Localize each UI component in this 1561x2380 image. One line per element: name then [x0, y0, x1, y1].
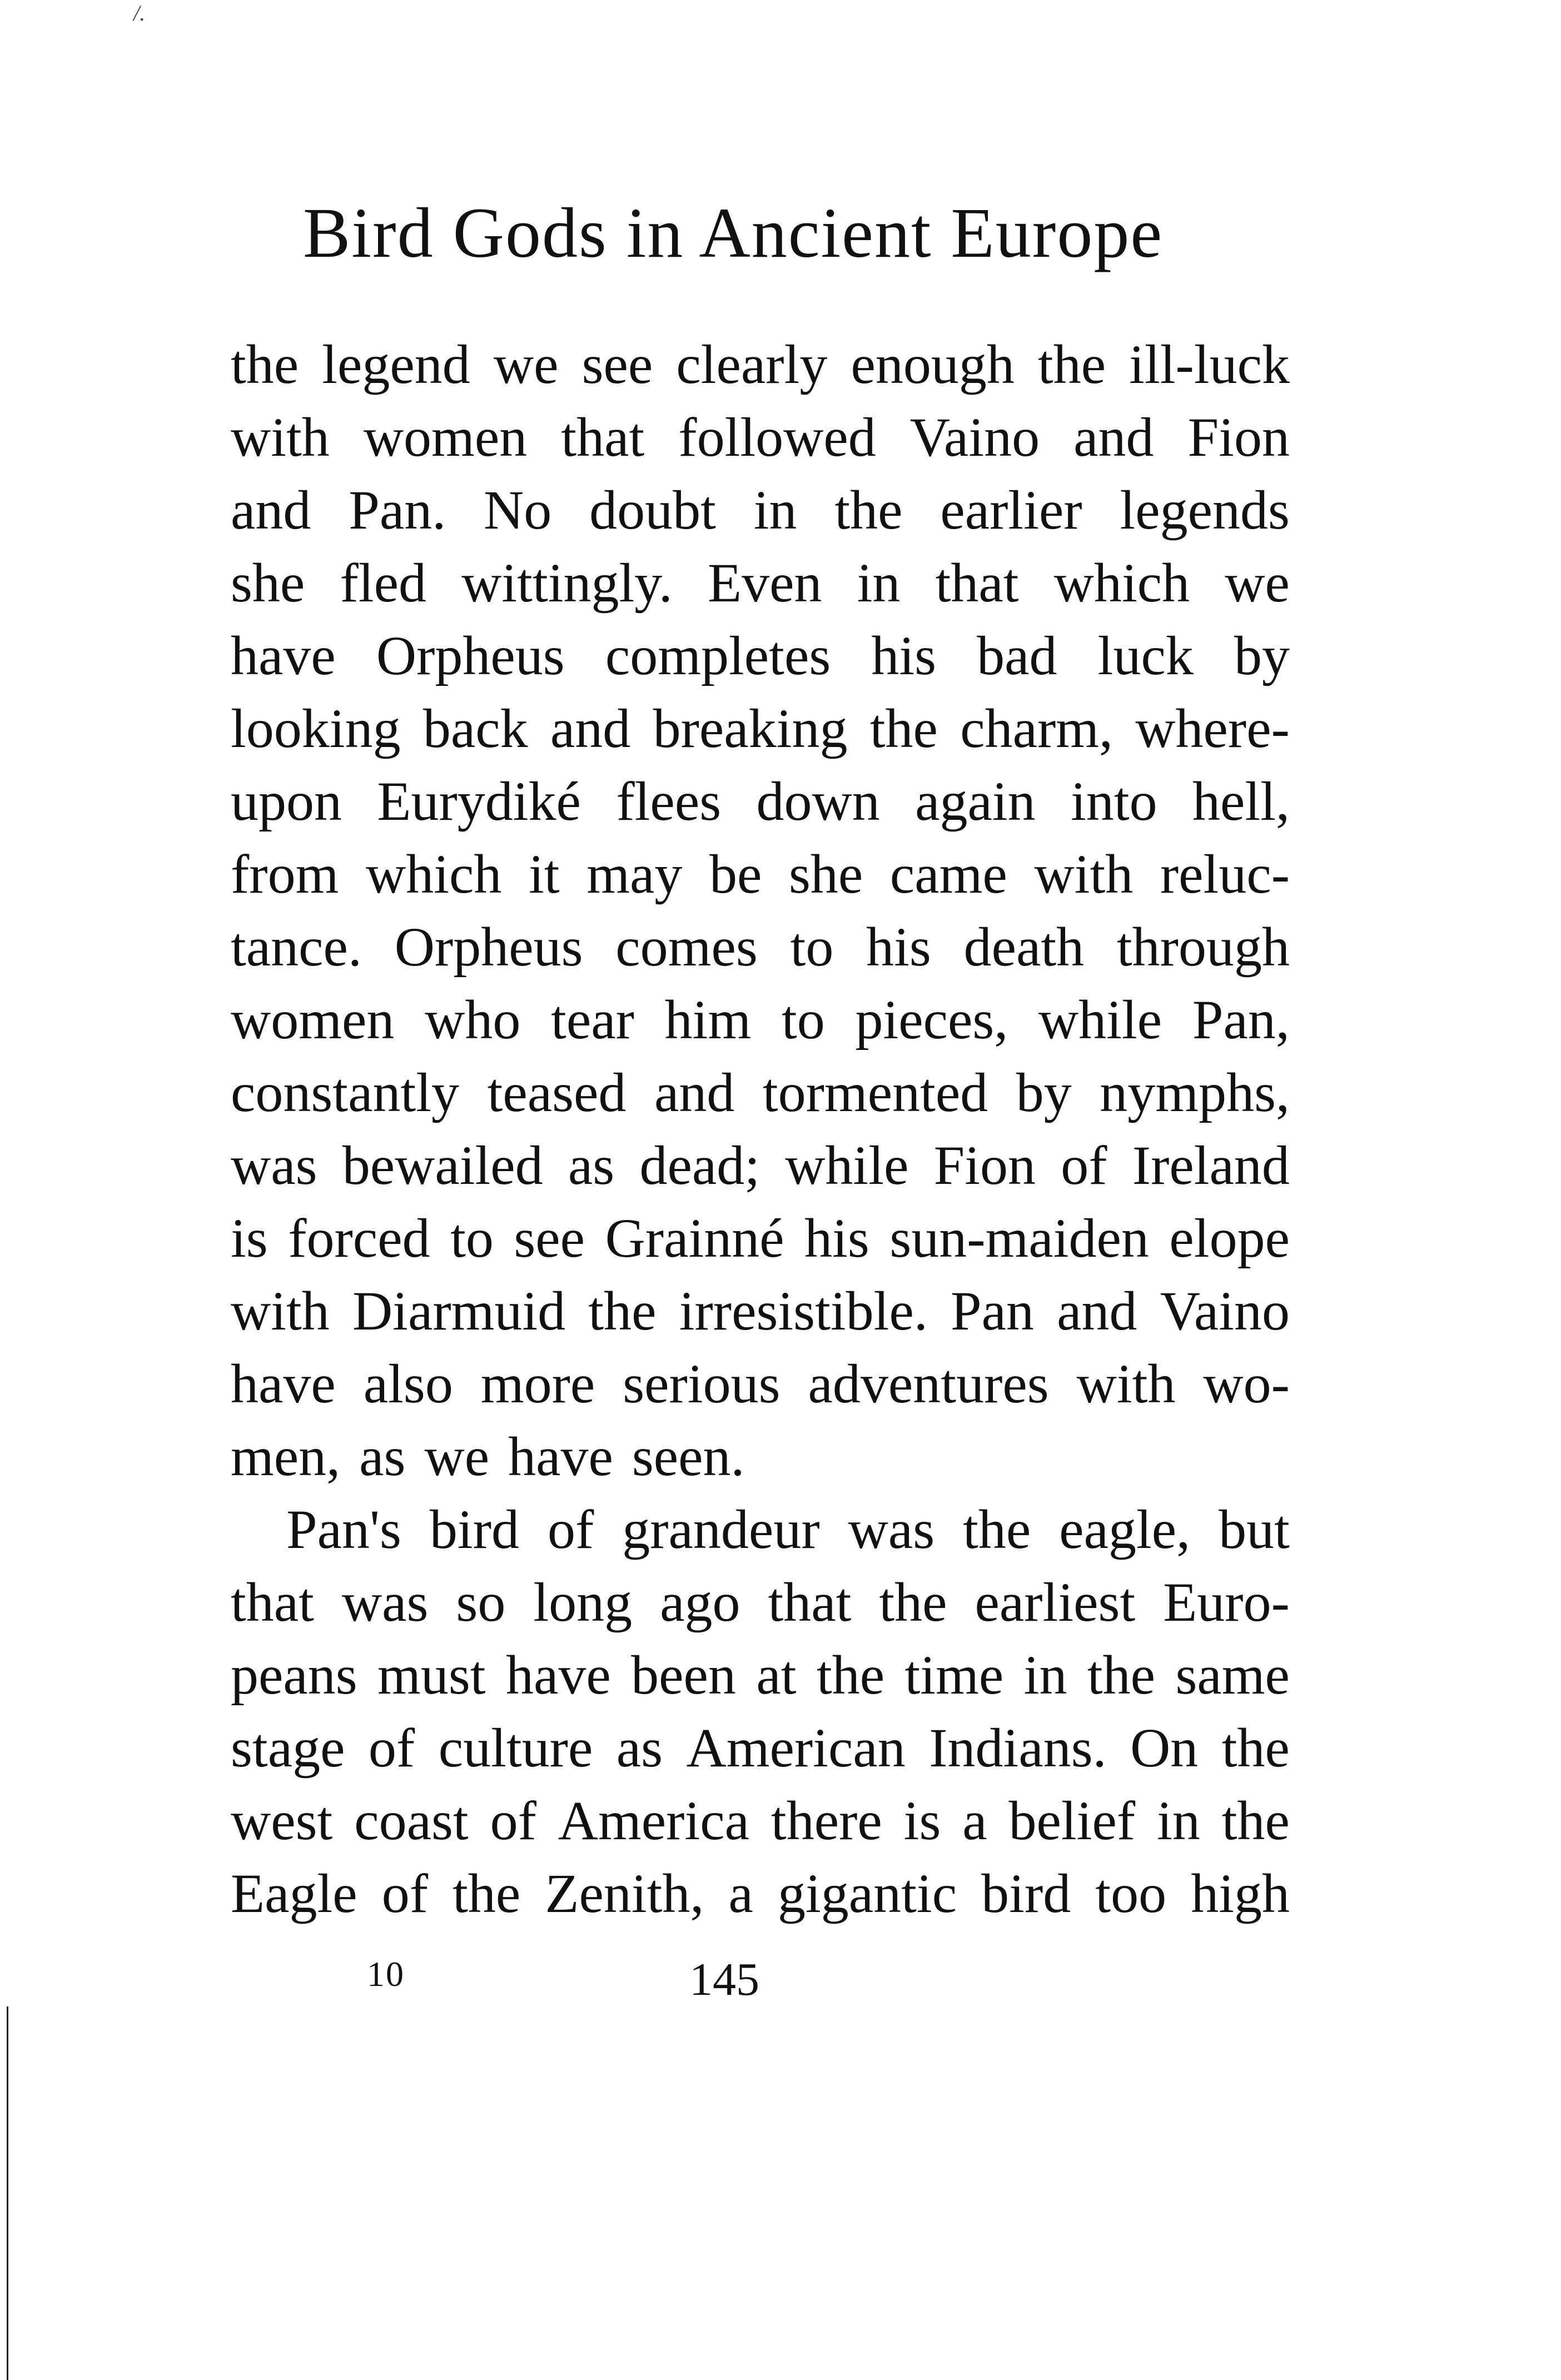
word: earlier: [940, 479, 1082, 541]
word: too: [1095, 1863, 1167, 1924]
word: as: [359, 1426, 406, 1487]
text-line: [231, 838, 1290, 910]
word: Pan: [950, 1280, 1034, 1342]
word: and: [1073, 406, 1154, 468]
word: came: [889, 843, 1007, 905]
word: flees: [616, 770, 722, 832]
word: the: [1037, 333, 1106, 395]
word: fled: [340, 552, 426, 614]
text-line: [231, 1639, 1290, 1711]
word: looking: [231, 698, 401, 759]
text-line: [231, 619, 1290, 692]
word: stage: [231, 1717, 345, 1779]
word: is: [903, 1790, 941, 1851]
word: be: [709, 843, 762, 905]
word: the: [963, 1498, 1031, 1560]
word: eagle,: [1059, 1498, 1191, 1560]
word: have: [508, 1426, 613, 1487]
word: west: [231, 1790, 333, 1851]
word: bewailed: [342, 1134, 543, 1196]
word: was: [231, 1134, 317, 1196]
word: serious: [623, 1353, 780, 1415]
word: and: [231, 479, 311, 541]
word: with: [231, 406, 330, 468]
word: with: [1076, 1353, 1176, 1415]
word: luck: [1097, 625, 1194, 686]
word: high: [1191, 1863, 1290, 1924]
word: the: [816, 1644, 885, 1706]
text-line: [231, 1056, 1290, 1129]
word: coast: [354, 1790, 469, 1851]
word: same: [1175, 1644, 1290, 1706]
word: that: [768, 1571, 852, 1633]
word: elope: [1169, 1207, 1290, 1269]
word: nymphs,: [1100, 1062, 1290, 1123]
word: which: [1053, 552, 1190, 614]
word: the: [1087, 1644, 1156, 1706]
word: while: [785, 1134, 909, 1196]
word: that: [561, 406, 645, 468]
text-line: [231, 1202, 1290, 1274]
word: we: [424, 1426, 490, 1487]
text-line: [231, 546, 1290, 619]
text-line: [231, 328, 1290, 401]
word: comes: [615, 916, 758, 978]
word: in: [1157, 1790, 1200, 1851]
word: seen.: [632, 1426, 745, 1487]
word: so: [456, 1571, 506, 1633]
word: see: [581, 333, 653, 395]
word: Vaino: [1160, 1280, 1290, 1342]
word: hell,: [1192, 770, 1290, 832]
word: wittingly.: [461, 552, 673, 614]
word: Even: [707, 552, 822, 614]
word: completes: [605, 625, 831, 686]
running-head: Bird Gods in Ancient Europe: [303, 193, 1164, 272]
word: the: [1221, 1790, 1290, 1851]
word: pieces,: [855, 989, 1008, 1050]
word: of: [381, 1863, 429, 1924]
word: legends: [1120, 479, 1290, 541]
text-line: [231, 1493, 1290, 1566]
word: by: [1016, 1062, 1072, 1123]
word: a: [962, 1790, 987, 1851]
word: wo-: [1203, 1353, 1290, 1415]
word: of: [368, 1717, 415, 1779]
word: have: [231, 625, 336, 686]
word: women: [231, 989, 395, 1050]
word: and: [654, 1062, 735, 1123]
word: doubt: [589, 479, 716, 541]
word: down: [756, 770, 880, 832]
word: tormented: [762, 1062, 988, 1123]
word: with: [1034, 843, 1134, 905]
word: Eurydiké: [377, 770, 581, 832]
word: there: [770, 1790, 882, 1851]
word: tance.: [231, 916, 362, 978]
word: adventures: [808, 1353, 1049, 1415]
word: On: [1130, 1717, 1199, 1779]
page-number: 145: [689, 1954, 759, 2005]
text-line: [231, 765, 1290, 838]
word: the: [231, 333, 299, 395]
word: his: [866, 916, 931, 978]
word: teased: [487, 1062, 627, 1123]
word: irresistible.: [679, 1280, 928, 1342]
word: to: [781, 989, 825, 1050]
word: death: [963, 916, 1085, 978]
word: time: [904, 1644, 1004, 1706]
text-line: [231, 910, 1290, 983]
word: America: [558, 1790, 750, 1851]
word: earliest: [975, 1571, 1136, 1633]
word: of: [490, 1790, 536, 1851]
word: Fion: [1187, 406, 1290, 468]
text-line: [231, 1566, 1290, 1639]
word: clearly: [676, 333, 828, 395]
word: of: [1061, 1134, 1107, 1196]
word: that: [935, 552, 1019, 614]
word: women: [363, 406, 528, 468]
word: by: [1234, 625, 1290, 686]
word: at: [756, 1644, 797, 1706]
word: his: [804, 1207, 869, 1269]
word: grandeur: [622, 1498, 820, 1560]
word: a: [728, 1863, 753, 1924]
text-line: [231, 401, 1290, 474]
word: been: [631, 1644, 736, 1706]
word: that: [231, 1571, 314, 1633]
word: Pan,: [1192, 989, 1290, 1050]
word: and: [550, 698, 631, 759]
word: forced: [288, 1207, 430, 1269]
word: which: [366, 843, 502, 905]
word: ago: [660, 1571, 740, 1633]
word: his: [871, 625, 937, 686]
word: of: [547, 1498, 594, 1560]
word: belief: [1008, 1790, 1136, 1851]
word: Orpheus: [376, 625, 565, 686]
word: Diarmuid: [352, 1280, 566, 1342]
word: Euro-: [1163, 1571, 1290, 1633]
word: she: [788, 843, 863, 905]
word: Indians.: [929, 1717, 1107, 1779]
word: again: [915, 770, 1036, 832]
word: she: [231, 552, 305, 614]
text-line: [231, 474, 1290, 546]
text-line: [231, 1274, 1290, 1347]
word: Eagle: [231, 1863, 357, 1924]
word: bad: [977, 625, 1057, 686]
word: to: [450, 1207, 494, 1269]
word: may: [586, 843, 683, 905]
word: was: [341, 1571, 429, 1633]
word: tear: [551, 989, 634, 1050]
word: upon: [231, 770, 342, 832]
word: from: [231, 843, 339, 905]
word: Pan's: [286, 1498, 401, 1560]
word: more: [480, 1353, 595, 1415]
word: men,: [231, 1426, 341, 1487]
word: also: [363, 1353, 453, 1415]
word: the: [879, 1571, 947, 1633]
word: the: [869, 698, 938, 759]
word: where-: [1135, 698, 1290, 759]
text-line: [231, 1857, 1290, 1930]
word: to: [790, 916, 834, 978]
word: and: [1057, 1280, 1137, 1342]
word: in: [1023, 1644, 1067, 1706]
word: the: [588, 1280, 657, 1342]
body-text: [231, 328, 1290, 1930]
word: must: [377, 1644, 486, 1706]
word: bird: [429, 1498, 519, 1560]
word: Pan.: [349, 479, 446, 541]
word: it: [529, 843, 560, 905]
word: constantly: [231, 1062, 460, 1123]
word: with: [231, 1280, 330, 1342]
word: while: [1038, 989, 1162, 1050]
word: have: [231, 1353, 336, 1415]
word: we: [493, 333, 559, 395]
scan-corner-mark: /.: [133, 1, 146, 26]
text-line: [231, 1420, 1290, 1493]
word: Vaino: [909, 406, 1040, 468]
word: Grainné: [605, 1207, 784, 1269]
word: peans: [231, 1644, 357, 1706]
word: ill-luck: [1129, 333, 1290, 395]
word: gigantic: [777, 1863, 957, 1924]
word: dead;: [639, 1134, 760, 1196]
signature-mark: 10: [367, 1954, 405, 1994]
word: culture: [438, 1717, 593, 1779]
word: we: [1225, 552, 1290, 614]
text-line: [231, 692, 1290, 765]
word: who: [425, 989, 521, 1050]
word: into: [1071, 770, 1157, 832]
word: in: [753, 479, 797, 541]
word: charm,: [960, 698, 1113, 759]
word: bird: [981, 1863, 1071, 1924]
word: Orpheus: [394, 916, 583, 978]
word: have: [505, 1644, 611, 1706]
word: the: [834, 479, 903, 541]
word: breaking: [653, 698, 848, 759]
text-line: [231, 1711, 1290, 1784]
word: the: [453, 1863, 521, 1924]
word: see: [514, 1207, 585, 1269]
word: followed: [678, 406, 876, 468]
word: him: [664, 989, 752, 1050]
text-line: [231, 1347, 1290, 1420]
text-line: [231, 1129, 1290, 1202]
word: sun-maiden: [889, 1207, 1149, 1269]
word: the: [1221, 1717, 1290, 1779]
word: back: [422, 698, 528, 759]
word: but: [1219, 1498, 1290, 1560]
word: long: [533, 1571, 633, 1633]
word: Ireland: [1132, 1134, 1290, 1196]
scan-edge-line: [7, 2006, 8, 2380]
word: is: [231, 1207, 268, 1269]
word: enough: [851, 333, 1015, 395]
text-line: [231, 1784, 1290, 1857]
word: reluc-: [1160, 843, 1290, 905]
text-line: [231, 983, 1290, 1056]
word: legend: [322, 333, 470, 395]
word: American: [686, 1717, 906, 1779]
word: Zenith,: [545, 1863, 704, 1924]
word: through: [1116, 916, 1290, 978]
word: Fion: [933, 1134, 1036, 1196]
word: No: [484, 479, 552, 541]
word: in: [857, 552, 901, 614]
word: was: [848, 1498, 935, 1560]
word: as: [616, 1717, 663, 1779]
word: as: [568, 1134, 615, 1196]
